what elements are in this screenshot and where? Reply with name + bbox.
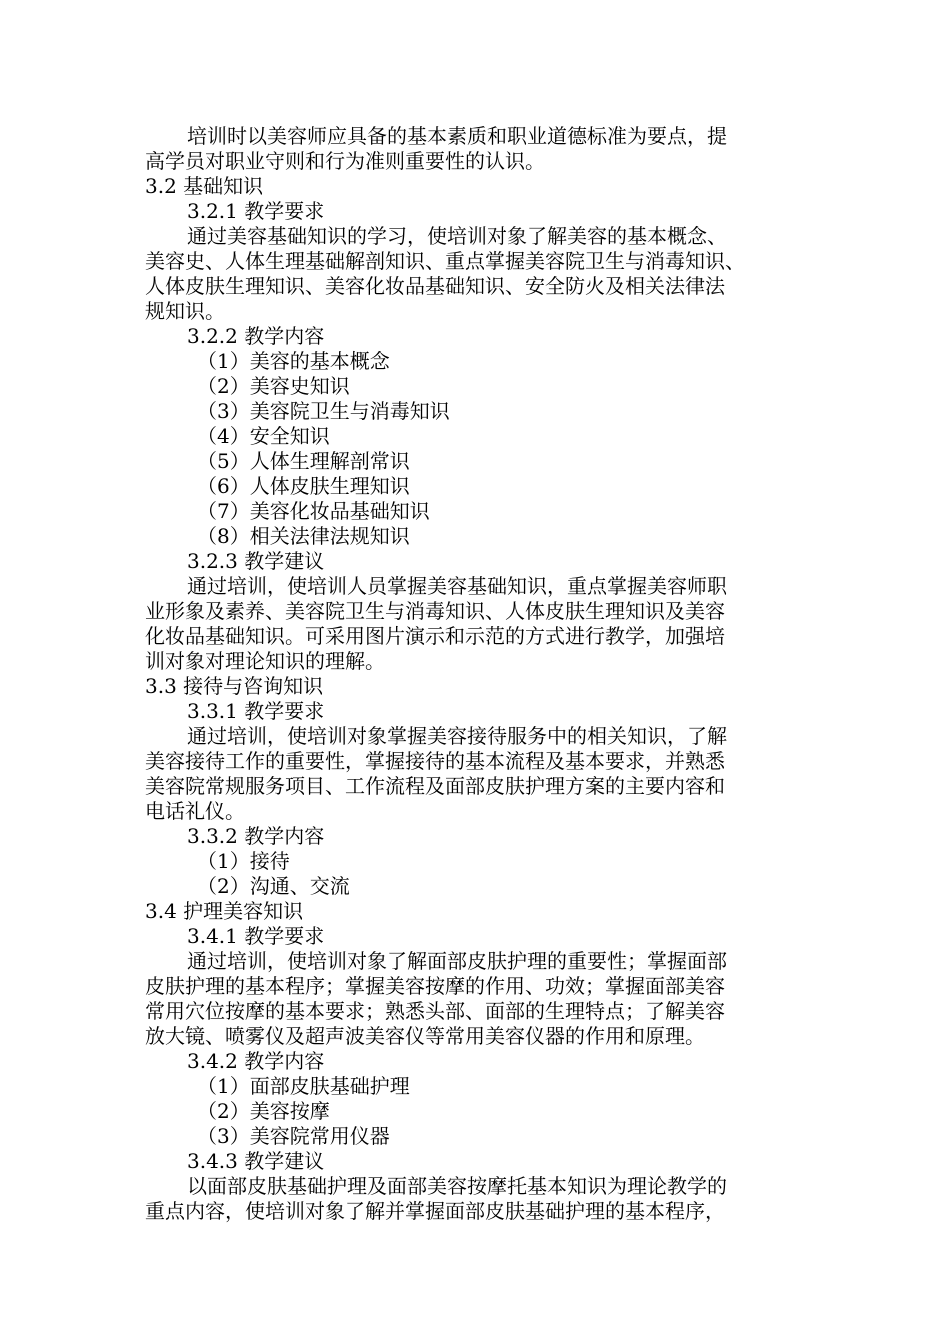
text-line: 通过美容基础知识的学习，使培训对象了解美容的基本概念、 [187,224,727,248]
subheading-3-2-1: 3.2.1 教学要求 [187,199,325,223]
subheading-3-3-1: 3.3.1 教学要求 [187,699,325,723]
text-line: 化妆品基础知识。可采用图片演示和示范的方式进行教学，加强培 [145,624,725,648]
text-line: 人体皮肤生理知识、美容化妆品基础知识、安全防火及相关法律法 [145,274,725,298]
list-item: （2）美容按摩 [197,1099,330,1123]
list-3-2-2 [145,349,810,549]
section-heading-3-3: 3.3 接待与咨询知识 [145,674,324,698]
text-line: 培训时以美容师应具备的基本素质和职业道德标准为要点，提 [187,124,727,148]
document-page [145,124,810,1224]
paragraph-3-4-1 [145,949,810,1049]
list-item: （1）面部皮肤基础护理 [197,1074,410,1098]
section-heading-3-2: 3.2 基础知识 [145,174,264,198]
list-item: （7）美容化妆品基础知识 [197,499,430,523]
paragraph-3-4-3 [145,1174,810,1224]
text-line: 通过培训，使培训对象了解面部皮肤护理的重要性；掌握面部 [187,949,727,973]
list-item: （1）美容的基本概念 [197,349,390,373]
text-line: 通过培训，使培训对象掌握美容接待服务中的相关知识，了解 [187,724,727,748]
list-item: （4）安全知识 [197,424,330,448]
text-line: 放大镜、喷雾仪及超声波美容仪等常用美容仪器的作用和原理。 [145,1024,705,1048]
intro-paragraph [145,124,810,174]
list-item: （2）沟通、交流 [197,874,350,898]
text-line: 常用穴位按摩的基本要求；熟悉头部、面部的生理特点；了解美容 [145,999,725,1023]
section-heading-3-4: 3.4 护理美容知识 [145,899,304,923]
text-line: 电话礼仪。 [145,799,245,823]
list-item: （5）人体生理解剖常识 [197,449,410,473]
text-line: 美容院常规服务项目、工作流程及面部皮肤护理方案的主要内容和 [145,774,725,798]
text-line: 美容史、人体生理基础解剖知识、重点掌握美容院卫生与消毒知识、 [145,249,745,273]
paragraph-3-3-1 [145,724,810,824]
list-item: （8）相关法律法规知识 [197,524,410,548]
subheading-3-4-1: 3.4.1 教学要求 [187,924,325,948]
list-item: （2）美容史知识 [197,374,350,398]
text-line: 训对象对理论知识的理解。 [145,649,385,673]
text-line: 高学员对职业守则和行为准则重要性的认识。 [145,149,545,173]
paragraph-3-2-3 [145,574,810,674]
list-item: （6）人体皮肤生理知识 [197,474,410,498]
paragraph-3-2-1 [145,224,810,324]
subheading-3-3-2: 3.3.2 教学内容 [187,824,325,848]
text-line: 美容接待工作的重要性，掌握接待的基本流程及基本要求，并熟悉 [145,749,725,773]
text-line: 皮肤护理的基本程序；掌握美容按摩的作用、功效；掌握面部美容 [145,974,725,998]
subheading-3-4-3: 3.4.3 教学建议 [187,1149,325,1173]
text-line: 规知识。 [145,299,225,323]
list-item: （1）接待 [197,849,290,873]
subheading-3-2-2: 3.2.2 教学内容 [187,324,325,348]
list-3-4-2 [145,1074,810,1149]
subheading-3-4-2: 3.4.2 教学内容 [187,1049,325,1073]
text-line: 以面部皮肤基础护理及面部美容按摩托基本知识为理论教学的 [187,1174,727,1198]
list-item: （3）美容院卫生与消毒知识 [197,399,450,423]
text-line: 通过培训，使培训人员掌握美容基础知识，重点掌握美容师职 [187,574,727,598]
list-item: （3）美容院常用仪器 [197,1124,390,1148]
text-line: 重点内容，使培训对象了解并掌握面部皮肤基础护理的基本程序， [145,1199,725,1223]
text-line: 业形象及素养、美容院卫生与消毒知识、人体皮肤生理知识及美容 [145,599,725,623]
subheading-3-2-3: 3.2.3 教学建议 [187,549,325,573]
list-3-3-2 [145,849,810,899]
